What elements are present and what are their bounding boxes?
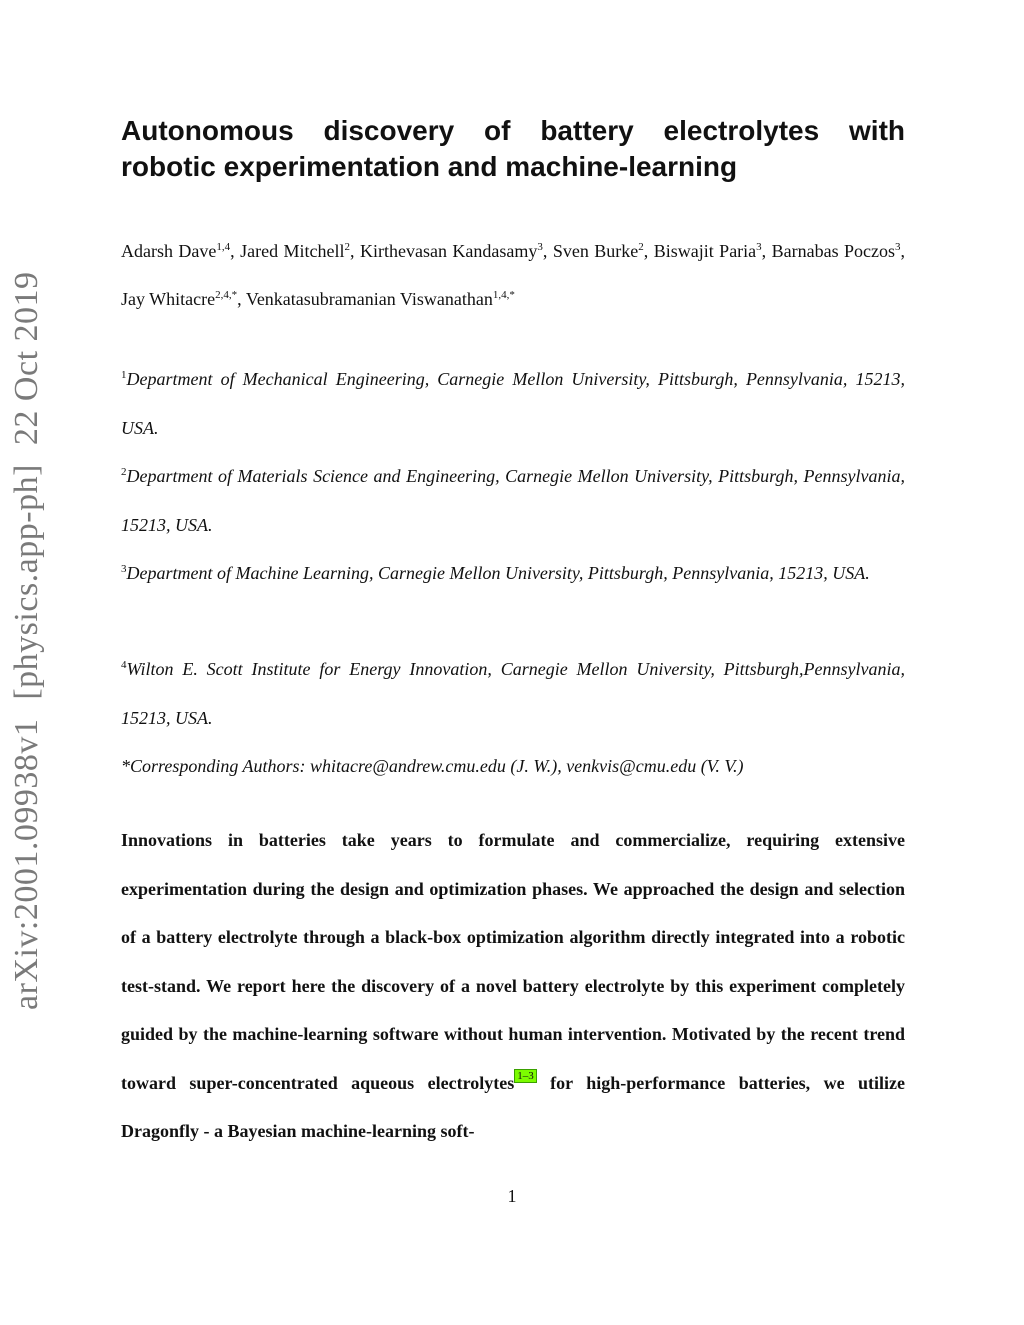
author-name: Jay Whitacre (121, 289, 216, 309)
paper-title-line-1: Autonomous discovery of battery electrolytes with (121, 115, 905, 146)
paper-title-line-2: robotic experimentation and machine-learning (121, 151, 738, 182)
affiliation-number: 3 (121, 563, 127, 575)
author-name: Biswajit Paria (653, 241, 757, 261)
affiliation-number: 1 (121, 369, 127, 381)
abstract-text-continued: for high-performance batteries, we utilize Dragonfly - a Bayesian machine-learning soft- (121, 1072, 906, 1141)
corresponding-authors (121, 742, 905, 791)
arxiv-id[interactable]: arXiv:2001.09938v1 (8, 718, 45, 1010)
author-affiliation-marker: 1,4 (216, 241, 231, 253)
author-name: Barnabas Poczos (771, 241, 896, 261)
author-affiliation-marker: 2,4,* (215, 289, 238, 301)
author-affiliation-marker: 2 (344, 241, 351, 253)
author-affiliation-marker: 3 (756, 241, 762, 253)
affiliation-text: Department of Machine Learning, Carnegie Mellon University, Pittsburgh, Pennsylvania, 15213, USA. (126, 563, 870, 583)
affiliation-3 (121, 549, 905, 598)
affiliation-text: Department of Mechanical Engineering, Carnegie Mellon University, Pittsburgh, Pennsylvania, 15213, USA. (121, 369, 905, 438)
affiliation-2 (121, 452, 905, 549)
affiliation-text: Wilton E. Scott Institute for Energy Innovation, Carnegie Mellon University, Pittsburgh,Pennsylvania, 15213, USA. (121, 659, 905, 728)
author-name: Venkatasubramanian Viswanathan (245, 289, 493, 309)
arxiv-date: 22 Oct 2019 (8, 271, 45, 446)
arxiv-category: [physics.app-ph] (8, 464, 45, 700)
abstract-text: Innovations in batteries take years to formulate and commercialize, requiring extensive experimentation during the design and optimization phases. We approached the design and selection of a battery electrolyte through a black-box optimization algorithm directly integrated into a robotic test-stand. We report here the discovery of a novel battery electrolyte by this experiment completely guided by the machine-learning software without human intervention. Motivated by the recent trend toward super-concentrated aqueous electrolytes (121, 830, 905, 1093)
affiliation-number: 4 (121, 659, 127, 671)
author-name: Adarsh Dave (121, 241, 217, 261)
author-name: Sven Burke (552, 241, 639, 261)
affiliation-1 (121, 355, 905, 452)
author-affiliation-marker: 3 (537, 241, 543, 253)
page-number: 1 (507, 1186, 517, 1206)
arxiv-identifier-stamp (8, 261, 46, 1010)
affiliation-number: 2 (121, 466, 127, 478)
author-name: Kirthevasan Kandasamy (360, 241, 538, 261)
abstract-paragraph (121, 816, 905, 1156)
author-affiliation-marker: 3 (895, 241, 901, 253)
citation-link[interactable]: 1–3 (514, 1069, 537, 1083)
affiliation-text: Department of Materials Science and Engineering, Carnegie Mellon University, Pittsburgh, Pennsylvania, 15213, USA. (121, 466, 905, 535)
corresponding-authors-text: *Corresponding Authors: whitacre@andrew.cmu.edu (J. W.), venkvis@cmu.edu (V. V.) (121, 756, 744, 776)
affiliation-4 (121, 645, 905, 742)
author-affiliation-marker: 2 (638, 241, 644, 253)
author-list: Adarsh Dave$^{1,4}$, Jared Mitchell$^2$, Kirthevasan Kandasamy$^3$, Sven Burke$^2$, Biswajit Paria$^3$, Barnabas Poczos$^3$, Jay Whitacre$^{2,4,*}$, Venkatasubramanian Viswanathan$^{1,4,*}$ (121, 241, 906, 309)
paper-title (121, 113, 905, 185)
author-name: Jared Mitchell (240, 241, 345, 261)
author-affiliation-marker: 1,4,* (492, 289, 515, 301)
